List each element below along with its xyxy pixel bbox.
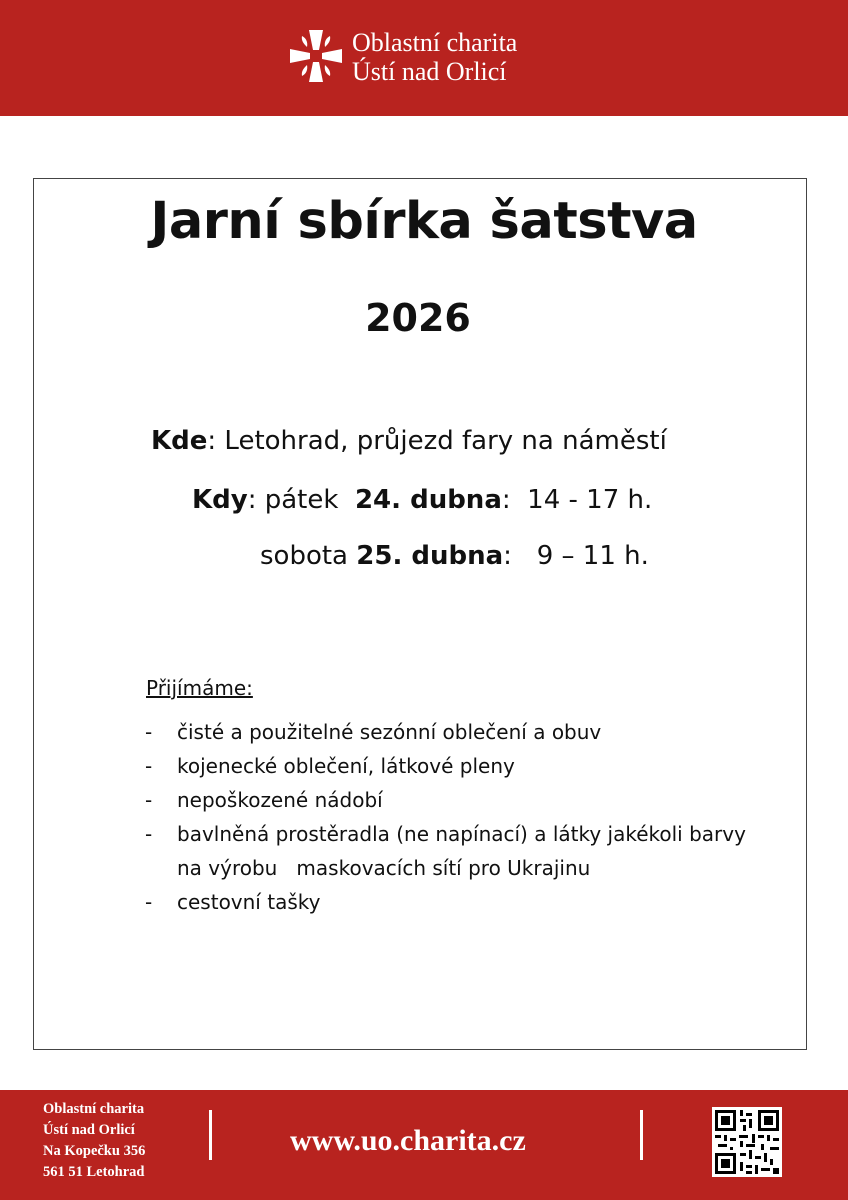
poster-title: Jarní sbírka šatstva <box>150 192 698 251</box>
address-line: Na Kopečku 356 <box>43 1143 146 1159</box>
saturday-date: 25. dubna <box>356 541 504 571</box>
list-dash: - <box>145 754 153 778</box>
list-item-text: bavlněná prostěradla (ne napínací) a látky jakékoli barvy <box>177 822 746 846</box>
footer-divider-left <box>209 1110 212 1160</box>
list-item <box>145 817 746 851</box>
org-name-line1: Oblastní charita <box>352 28 518 57</box>
website-link[interactable]: www.uo.charita.cz <box>290 1124 526 1157</box>
list-item <box>145 885 746 919</box>
charity-cross-icon <box>288 28 344 84</box>
saturday-time: : 9 – 11 h. <box>503 541 649 571</box>
when-friday-line <box>192 484 652 516</box>
list-item-text: čisté a použitelné sezónní oblečení a obuv <box>177 720 602 744</box>
address-line: Ústí nad Orlicí <box>43 1122 135 1138</box>
accept-list <box>145 715 746 919</box>
footer-address <box>43 1099 145 1183</box>
qr-code-icon <box>712 1107 782 1177</box>
list-dash: - <box>145 720 153 744</box>
list-item <box>145 783 746 817</box>
org-name-line2: Ústí nad Orlicí <box>352 57 507 86</box>
list-item <box>145 749 746 783</box>
footer-divider-right <box>640 1110 643 1160</box>
list-item-text: nepoškozené nádobí <box>177 788 383 812</box>
list-dash: - <box>145 890 153 914</box>
organization-name <box>352 28 517 86</box>
saturday-day: sobota <box>260 541 357 571</box>
when-label: Kdy <box>192 485 248 515</box>
list-item-text: kojenecké oblečení, látkové pleny <box>177 754 515 778</box>
where-label: Kde <box>151 426 208 456</box>
where-line <box>151 425 667 457</box>
address-line: Oblastní charita <box>43 1101 145 1117</box>
where-value: : Letohrad, průjezd fary na náměstí <box>207 426 667 456</box>
friday-day: : pátek <box>247 485 355 515</box>
when-saturday-line <box>260 540 649 572</box>
accept-heading: Přijímáme: <box>146 676 253 700</box>
list-dash: - <box>145 822 153 846</box>
poster-year: 2026 <box>365 296 471 340</box>
friday-time: : 14 - 17 h. <box>501 485 653 515</box>
list-dash: - <box>145 788 153 812</box>
friday-date: 24. dubna <box>354 485 502 515</box>
list-item <box>145 715 746 749</box>
address-line: 561 51 Letohrad <box>43 1164 145 1180</box>
list-item-continuation <box>145 851 746 885</box>
list-item-text: cestovní tašky <box>177 890 321 914</box>
list-item-text: na výrobu maskovacích sítí pro Ukrajinu <box>177 856 591 880</box>
